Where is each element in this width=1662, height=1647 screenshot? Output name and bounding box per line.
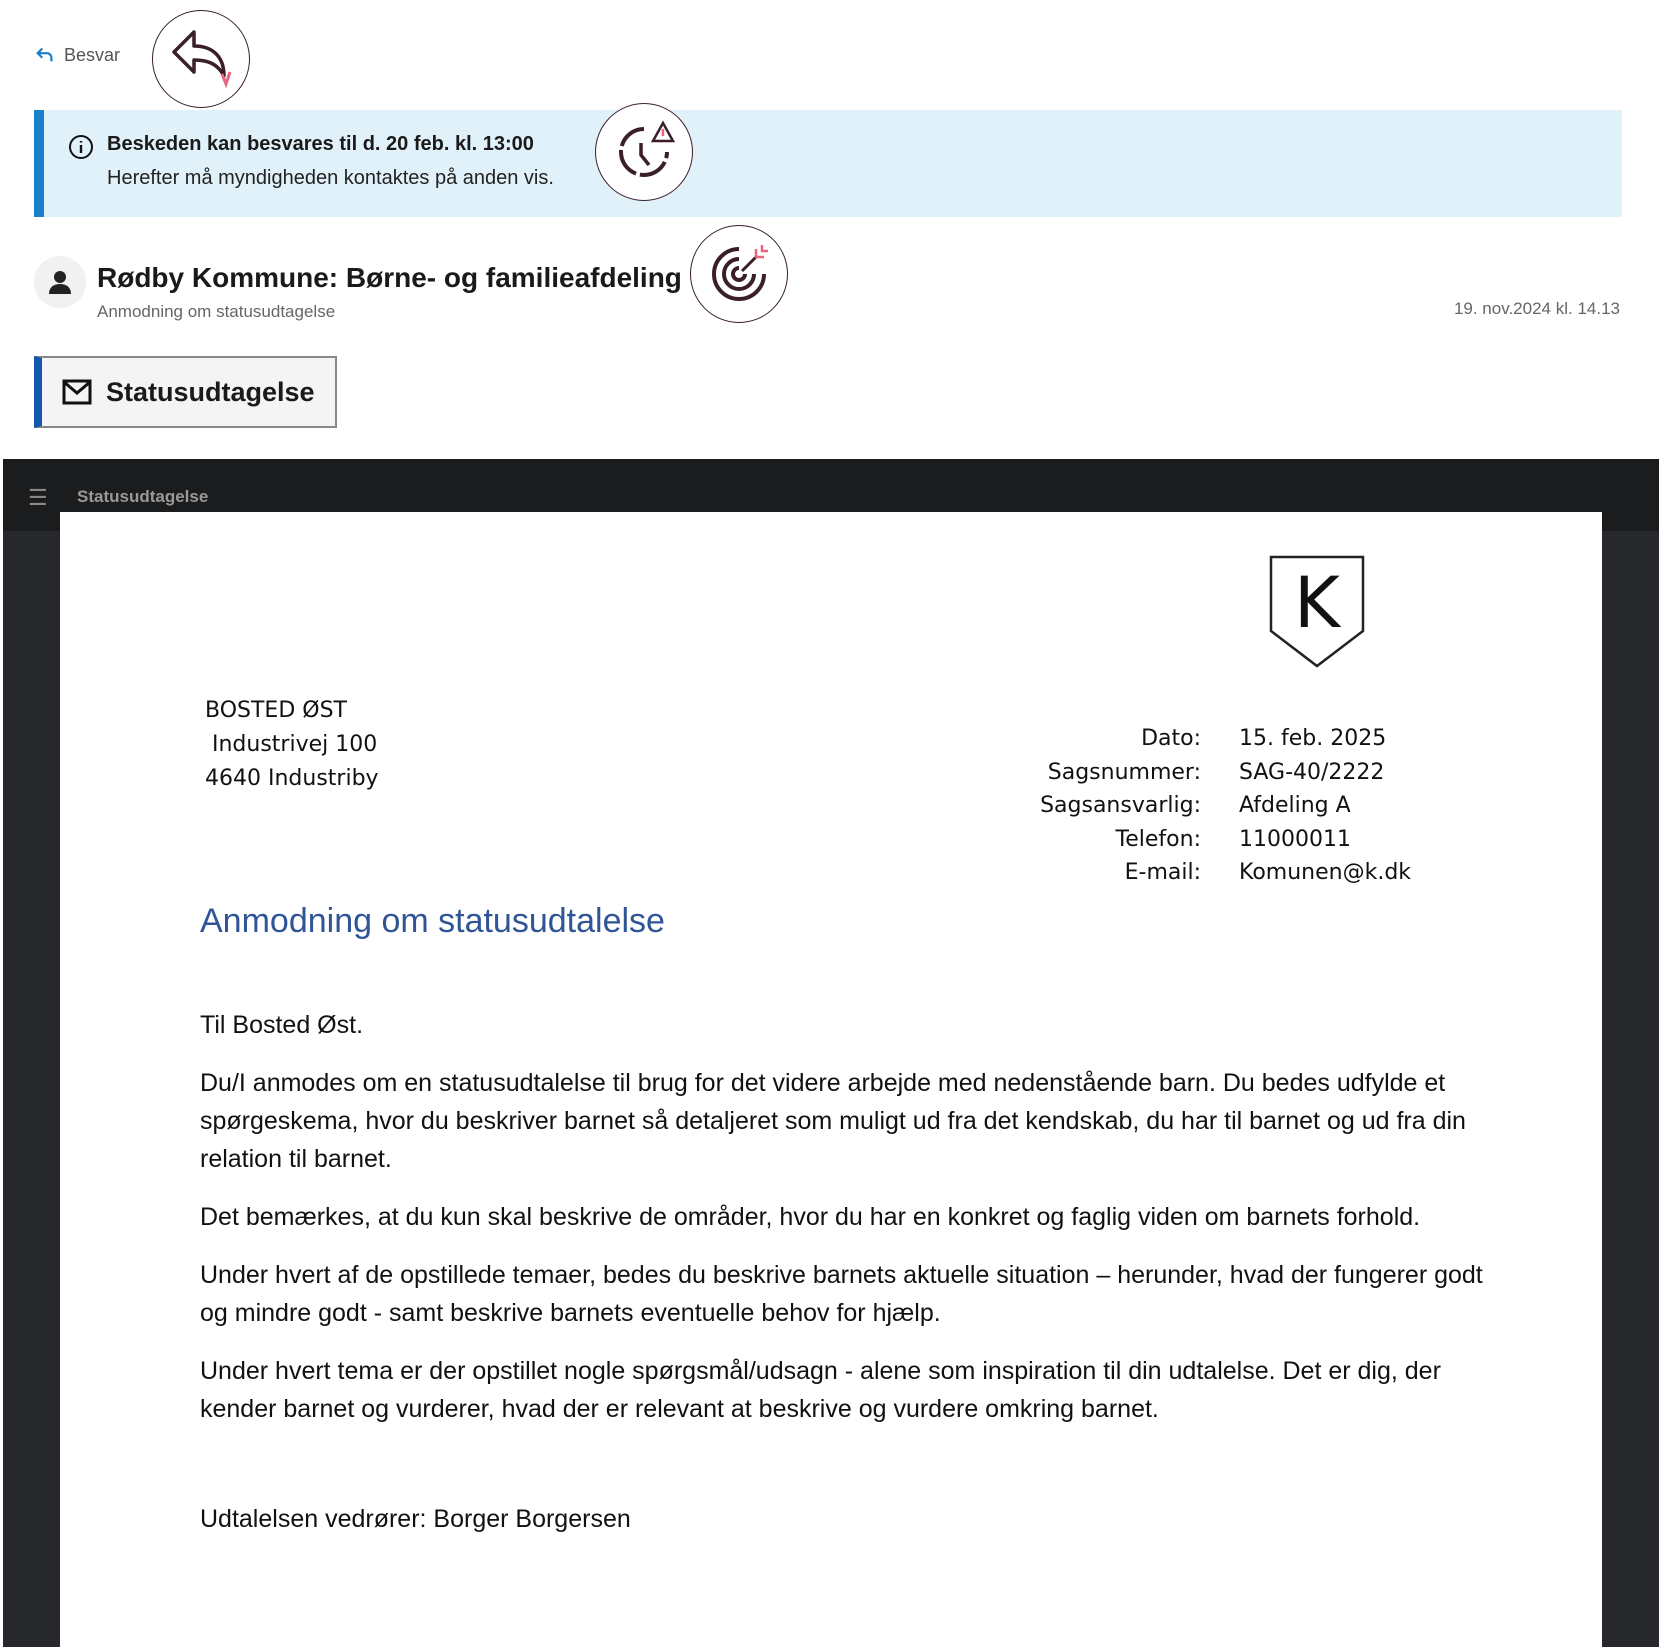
address-line: Industrivej 100 <box>205 732 378 757</box>
sender-avatar <box>34 256 86 308</box>
svg-text:K: K <box>1294 562 1340 644</box>
document-heading: Anmodning om statusudtalelse <box>200 902 665 940</box>
recipient-address <box>205 694 379 796</box>
paragraph: Du/I anmodes om en statusudtalelse til brug for det videre arbejde med nedenstående barn. Du bedes udfylde et spørgeskema, hvor du beskriver barnet så detaljeret som muligt ud fra det kendskab, du har til barnet og ud fra din relation til barnet. <box>200 1069 1466 1173</box>
meta-value: 15. feb. 2025 <box>1239 726 1387 751</box>
paragraph: Til Bosted Øst. <box>200 1011 364 1039</box>
meta-value: 11000011 <box>1239 826 1351 852</box>
menu-icon[interactable]: ☰ <box>28 485 48 510</box>
target-annotation-icon <box>690 225 788 323</box>
banner-text: Herefter må myndigheden kontaktes på anden vis. <box>107 167 554 189</box>
paragraph: Under hvert tema er der opstillet nogle spørgsmål/udsagn - alene som inspiration til din udtalelse. Det er dig, der kender barnet og vurderer, hvad der er relevant at beskrive og vurdere omkring barnet. <box>200 1357 1441 1423</box>
sender-name: Rødby Kommune: Børne- og familieafdeling <box>97 262 682 293</box>
meta-label: E-mail: <box>1124 860 1201 886</box>
envelope-icon <box>62 379 92 405</box>
person-icon <box>47 269 73 295</box>
viewer-title: Statusudtagelse <box>77 487 209 506</box>
meta-value: SAG-40/2222 <box>1239 759 1385 785</box>
meta-label: Telefon: <box>1115 826 1201 852</box>
reply-arrow-icon <box>34 44 56 66</box>
message-date: 19. nov.2024 kl. 14.13 <box>1453 299 1620 318</box>
meta-value: Komunen@k.dk <box>1239 860 1412 886</box>
meta-value: Afdeling A <box>1239 793 1351 819</box>
attachment-button[interactable] <box>34 356 337 428</box>
concerning-line: Udtalelsen vedrører: Borger Borgersen <box>200 1505 631 1533</box>
municipality-logo <box>1268 553 1366 669</box>
paragraph: Under hvert af de opstillede temaer, bedes du beskrive barnets aktuelle situation – herunder, hvad der fungerer godt og mindre godt - samt beskrive barnets eventuelle behov for hjælp. <box>200 1261 1483 1327</box>
paragraph: Det bemærkes, at du kun skal beskrive de områder, hvor du har en konkret og faglig viden om barnets forhold. <box>200 1203 1421 1231</box>
reply-annotation-icon <box>152 10 250 108</box>
reply-button[interactable] <box>34 44 120 66</box>
reply-label: Besvar <box>64 44 121 65</box>
address-line: 4640 Industriby <box>205 766 379 791</box>
document-meta <box>960 722 1411 890</box>
banner-title: Beskeden kan besvares til d. 20 feb. kl. 13:00 <box>107 133 534 155</box>
meta-label: Sagsnummer: <box>1047 759 1201 785</box>
address-line: BOSTED ØST <box>205 698 347 723</box>
message-subject: Anmodning om statusudtagelse <box>97 302 336 321</box>
info-icon <box>67 133 95 161</box>
attachment-label: Statusudtagelse <box>106 376 315 407</box>
deadline-clock-annotation-icon <box>595 103 693 201</box>
deadline-banner <box>34 110 1622 217</box>
meta-label: Sagsansvarlig: <box>1040 793 1201 819</box>
document-body <box>200 1006 1490 1558</box>
meta-label: Dato: <box>1141 726 1201 751</box>
